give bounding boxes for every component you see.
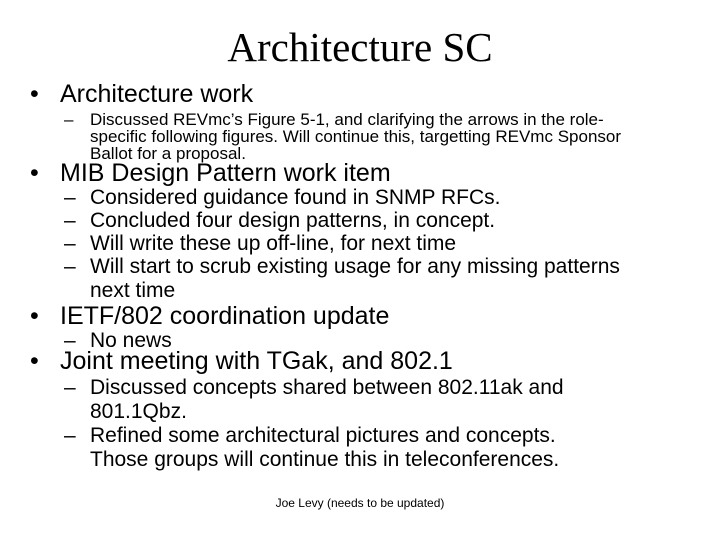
- bullet-dot: •: [30, 159, 39, 187]
- sub-item-line: Concluded four design patterns, in concept.: [90, 209, 496, 232]
- bullet-architecture-work: [30, 81, 253, 108]
- sub-item-line: Ballot for a proposal.: [90, 144, 246, 163]
- bullet-dot: •: [30, 80, 39, 108]
- sub-item-line: No news: [90, 329, 172, 352]
- bullet-heading: Joint meeting with TGak, and 802.1: [60, 347, 453, 375]
- slide-title: Architecture SC: [227, 24, 493, 70]
- sub-item-line: specific following figures. Will continue this, targetting REVmc Sponsor: [90, 127, 622, 146]
- sub-item-line: 801.1Qbz.: [90, 400, 187, 423]
- dash-marker: –: [64, 424, 76, 447]
- dash-marker: –: [64, 376, 76, 399]
- bullet-dot: •: [30, 347, 39, 375]
- sub-item-line: Will write these up off-line, for next time: [90, 232, 457, 255]
- slide-footer: Joe Levy (needs to be updated): [275, 496, 445, 510]
- dash-marker: –: [64, 329, 76, 352]
- dash-marker: –: [64, 209, 76, 232]
- bullet-mib-design-pattern: [30, 160, 391, 187]
- bullet-heading: Architecture work: [60, 80, 254, 108]
- sub-item-line: Will start to scrub existing usage for any missing patterns: [90, 255, 620, 278]
- sub-item-line: Considered guidance found in SNMP RFCs.: [90, 186, 501, 209]
- bullet-heading: IETF/802 coordination update: [60, 302, 390, 330]
- bullet-ietf-coordination: [30, 303, 389, 330]
- bullet-joint-meeting: [30, 348, 453, 375]
- bullet-dot: •: [30, 302, 39, 330]
- sub-item-line: Discussed concepts shared between 802.11ak and: [90, 376, 564, 399]
- sub-item-line: Discussed REVmc’s Figure 5-1, and clarifying the arrows in the role-: [90, 110, 604, 129]
- bullet-heading: MIB Design Pattern work item: [60, 159, 391, 187]
- sub-item-line: next time: [90, 279, 176, 302]
- dash-marker: –: [64, 186, 76, 209]
- dash-marker: –: [64, 232, 76, 255]
- dash-marker: –: [64, 255, 76, 278]
- sub-item-line: Refined some architectural pictures and concepts.: [90, 424, 556, 447]
- sub-item-line: Those groups will continue this in teleconferences.: [90, 448, 560, 471]
- dash-marker: –: [64, 110, 74, 129]
